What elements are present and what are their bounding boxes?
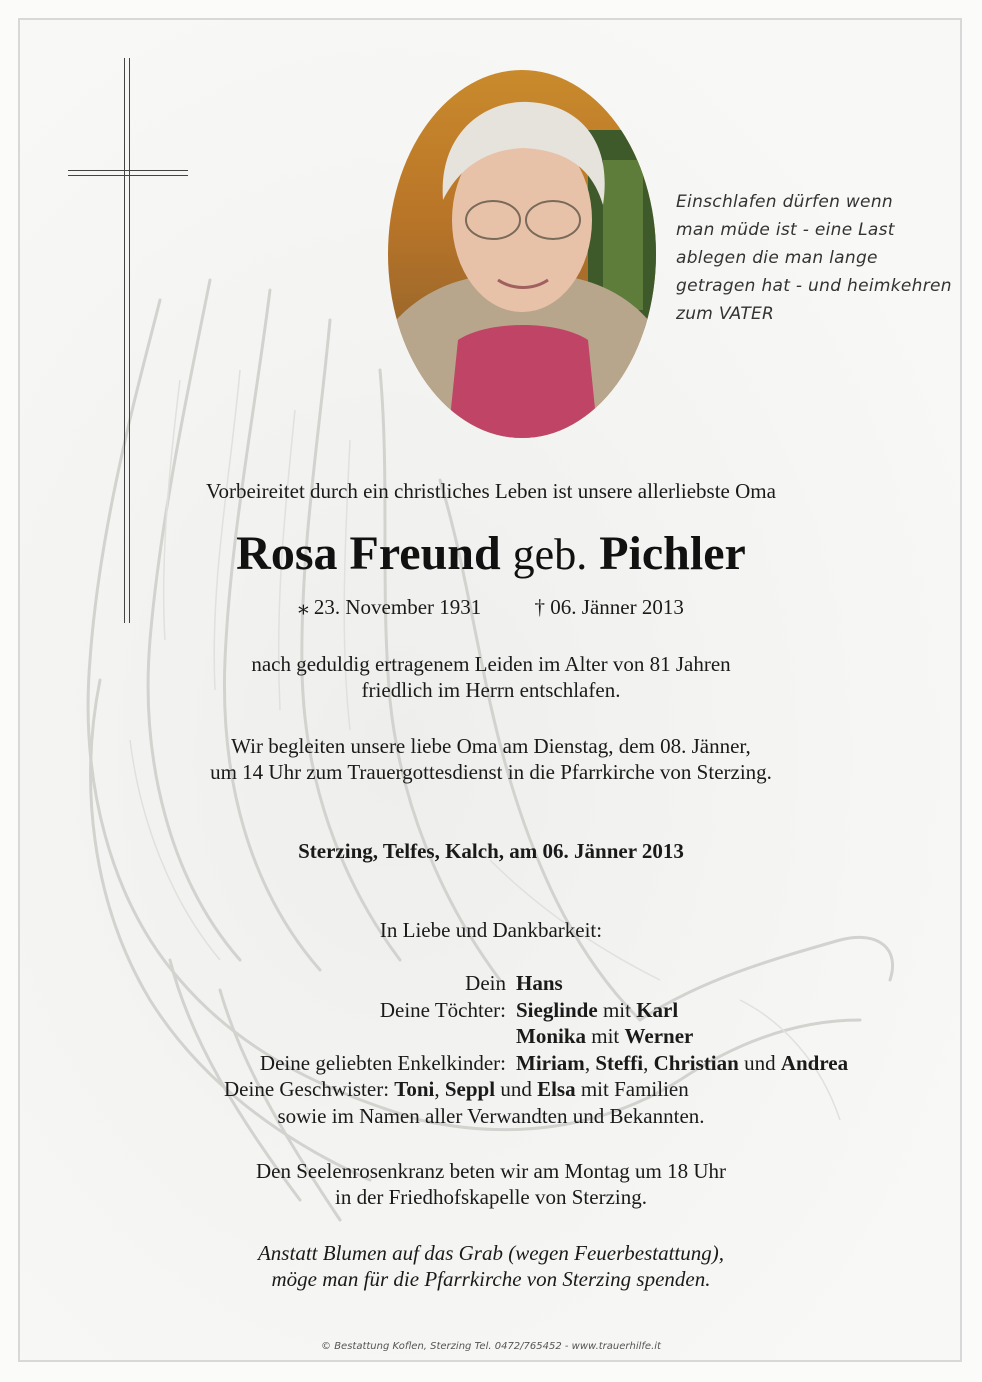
family-value	[516, 997, 678, 1024]
name-geb: geb.	[512, 530, 588, 579]
family-connector: mit	[597, 997, 637, 1022]
paragraph-line: um 14 Uhr zum Trauergottesdienst in die Pfarrkirche von Sterzing.	[210, 760, 772, 784]
birth-date: ⁎ 23. November 1931	[298, 595, 482, 619]
poem-line: Einschlafen dürfen wenn	[676, 192, 893, 212]
paragraph-funeral	[0, 733, 982, 785]
family-connector: ,	[643, 1050, 654, 1075]
paragraph-line: nach geduldig ertragenem Leiden im Alter von 81 Jahren	[251, 652, 731, 676]
family-label: Dein	[465, 971, 506, 995]
family-name: Elsa	[537, 1077, 576, 1101]
in-liebe-heading: In Liebe und Dankbarkeit:	[379, 918, 603, 942]
intro-text: Vorbeireitet durch ein christliches Leben ist unsere allerliebste Oma	[206, 479, 776, 503]
family-name: Werner	[624, 1024, 694, 1048]
family-connector: mit Familien	[575, 1077, 689, 1101]
family-name: Karl	[636, 997, 679, 1022]
paragraph-line: Den Seelenrosenkranz beten wir am Montag um 18 Uhr	[255, 1159, 727, 1183]
family-connector: und	[738, 1050, 781, 1075]
location-date: Sterzing, Telfes, Kalch, am 06. Jänner 2013	[298, 839, 684, 863]
paragraph-rosary	[0, 1158, 982, 1210]
family-value	[516, 1050, 848, 1077]
family-value	[224, 1076, 689, 1103]
family-name: Hans	[516, 971, 563, 995]
family-label: Deine Töchter:	[379, 997, 506, 1022]
name-first-last: Rosa Freund	[236, 527, 501, 580]
family-connector: ,	[584, 1050, 596, 1075]
family-row-enkel	[0, 1050, 982, 1077]
family-name: Toni	[394, 1077, 435, 1101]
poem-line: ablegen die man lange	[676, 248, 878, 268]
family-name: Christian	[653, 1050, 739, 1075]
paragraph-line: in der Friedhofskapelle von Sterzing.	[334, 1185, 647, 1209]
poem-line: getragen hat - und heimkehren	[676, 276, 952, 296]
family-name: Miriam	[516, 1050, 585, 1075]
family-list	[0, 970, 982, 1103]
poem-line: man müde ist - eine Last	[676, 220, 895, 240]
cross-icon-bar	[68, 170, 188, 176]
paragraph-line: möge man für die Pfarrkirche von Sterzing spenden.	[271, 1267, 711, 1291]
family-value	[516, 1023, 693, 1050]
paragraph-line: friedlich im Herrn entschlafen.	[361, 678, 621, 702]
footer-credit: © Bestattung Koflen, Sterzing Tel. 0472/765452 - www.trauerhilfe.it	[321, 1341, 661, 1352]
life-dates	[0, 595, 982, 620]
portrait-photo	[388, 70, 656, 438]
paragraph-line: Anstatt Blumen auf das Grab (wegen Feuerbestattung),	[257, 1241, 725, 1265]
family-name: Andrea	[780, 1050, 849, 1075]
family-value	[516, 970, 563, 997]
family-name: Steffi	[595, 1050, 644, 1075]
family-row-toechter-2	[0, 1023, 982, 1050]
death-date: † 06. Jänner 2013	[534, 595, 684, 619]
name-maiden: Pichler	[599, 527, 746, 580]
family-connector: ,	[434, 1077, 445, 1101]
deceased-name	[0, 526, 982, 581]
family-name: Monika	[516, 1024, 587, 1048]
poem-line: zum VATER	[676, 304, 775, 324]
family-label: Deine Geschwister:	[224, 1077, 395, 1101]
sowie-text: sowie im Namen aller Verwandten und Bekannten.	[277, 1104, 705, 1128]
family-name: Seppl	[444, 1077, 496, 1101]
family-name: Sieglinde	[516, 997, 598, 1022]
family-connector: mit	[586, 1024, 625, 1048]
family-row-dein	[0, 970, 982, 997]
paragraph-donation	[0, 1240, 982, 1292]
family-row-geschwister	[0, 1076, 982, 1103]
paragraph-passing	[0, 651, 982, 703]
paragraph-line: Wir begleiten unsere liebe Oma am Dienstag, dem 08. Jänner,	[231, 734, 751, 758]
family-label: Deine geliebten Enkelkinder:	[259, 1050, 506, 1075]
family-row-toechter	[0, 997, 982, 1024]
portrait-illustration	[388, 70, 656, 438]
poem-quote	[676, 188, 966, 328]
family-connector: und	[495, 1077, 538, 1101]
